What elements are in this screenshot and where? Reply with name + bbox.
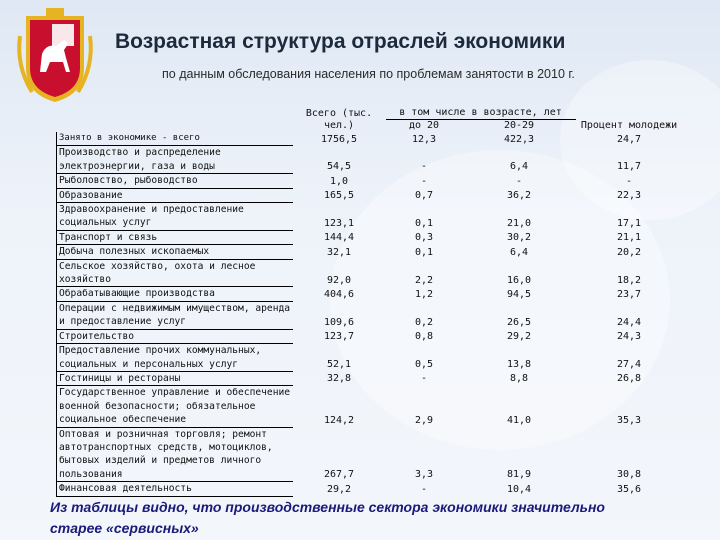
age-20-29-cell: 81,9: [506, 469, 532, 481]
youth-pct-cell: 17,1: [616, 217, 642, 229]
total-cell: 109,6: [323, 316, 355, 328]
table-row: [57, 230, 683, 244]
table-row: [57, 203, 683, 231]
industry-name-cell: Государственное управление и обеспечение военной безопасности; обязательное социальное обеспечение: [57, 386, 293, 427]
age-20-29-cell: 41,0: [506, 414, 532, 426]
header-youth-pct: Процент молодежи: [580, 120, 678, 131]
industry-name-cell: Обрабатывающие производства: [57, 287, 293, 301]
youth-pct-cell: 21,1: [616, 232, 642, 244]
table-row: [57, 301, 683, 329]
age-20-29-cell: 94,5: [506, 288, 532, 300]
total-cell: 92,0: [326, 274, 352, 286]
industry-name-cell: Добыча полезных ископаемых: [57, 245, 293, 259]
age-to20-cell: 0,8: [414, 331, 434, 343]
total-cell: 52,1: [326, 359, 352, 370]
age-to20-cell: 3,3: [414, 469, 434, 481]
age-20-29-cell: 13,8: [506, 359, 532, 370]
age-20-29-cell: 6,4: [509, 161, 529, 173]
industry-name-cell: Гостиницы и рестораны: [57, 371, 293, 385]
table-row: [57, 386, 683, 427]
age-20-29-cell: 6,4: [509, 246, 529, 258]
youth-pct-cell: 11,7: [616, 161, 642, 173]
age-to20-cell: 0,3: [414, 232, 434, 244]
youth-pct-cell: 20,2: [616, 246, 642, 258]
industry-name-cell: Финансовая деятельность: [57, 482, 293, 496]
table-row: [57, 329, 683, 343]
total-cell: 123,7: [323, 331, 355, 343]
age-20-29-cell: 30,2: [506, 232, 532, 244]
total-cell: 404,6: [323, 288, 355, 300]
total-cell: 144,4: [323, 232, 355, 244]
total-cell: 32,1: [326, 246, 352, 258]
age-to20-cell: 0,2: [414, 316, 434, 328]
youth-pct-cell: 27,4: [616, 359, 642, 370]
total-cell: 1756,5: [320, 133, 358, 145]
age-to20-cell: 0,7: [414, 190, 434, 202]
age-to20-cell: -: [420, 175, 428, 187]
header-total: Всего (тыс. чел.): [305, 108, 373, 131]
youth-pct-cell: 23,7: [616, 288, 642, 300]
data-table-container: [56, 106, 682, 495]
table-row: [57, 245, 683, 259]
age-to20-cell: 2,9: [414, 414, 434, 426]
age-20-29-cell: 21,0: [506, 217, 532, 229]
industry-name-cell: Рыболовство, рыбоводство: [57, 174, 293, 188]
age-to20-cell: 1,2: [414, 288, 434, 300]
total-cell: 54,5: [326, 161, 352, 173]
total-cell: 32,8: [326, 373, 352, 385]
total-cell: 1,0: [329, 175, 349, 187]
industry-name-cell: Производство и распределение электроэнергии, газа и воды: [57, 146, 293, 174]
industry-name-cell: Строительство: [57, 329, 293, 343]
table-row: [57, 146, 683, 174]
total-cell: 267,7: [323, 469, 355, 481]
table-row: [57, 427, 683, 482]
youth-pct-cell: 35,3: [616, 414, 642, 426]
industry-name-cell: Образование: [57, 188, 293, 202]
total-cell: 123,1: [323, 217, 355, 229]
header-age-20-29: 20-29: [503, 120, 535, 131]
age-20-29-cell: 8,8: [509, 373, 529, 385]
table-row: [57, 259, 683, 287]
age-to20-cell: 12,3: [411, 133, 437, 145]
header-blank: [57, 106, 293, 132]
table-row: [57, 188, 683, 202]
youth-pct-cell: 26,8: [616, 373, 642, 385]
youth-pct-cell: 24,3: [616, 331, 642, 343]
table-row: [57, 344, 683, 372]
age-20-29-cell: 422,3: [503, 133, 535, 145]
total-cell: 165,5: [323, 190, 355, 202]
age-20-29-cell: -: [515, 175, 523, 187]
age-20-29-cell: 36,2: [506, 190, 532, 202]
conclusion-note: Из таблицы видно, что производственные сектора экономики значительно старее «сервисных»: [50, 499, 605, 536]
age-20-29-cell: 29,2: [506, 331, 532, 343]
table-row: [57, 132, 683, 146]
youth-pct-cell: 35,6: [616, 483, 642, 495]
age-to20-cell: 0,1: [414, 217, 434, 229]
page-title: Возрастная структура отраслей экономики: [115, 30, 566, 53]
age-to20-cell: 0,5: [414, 359, 434, 370]
youth-pct-cell: 30,8: [616, 469, 642, 481]
industry-name-cell: Здравоохранение и предоставление социальных услуг: [57, 203, 293, 231]
youth-pct-cell: 18,2: [616, 274, 642, 286]
age-20-29-cell: 16,0: [506, 274, 532, 286]
youth-pct-cell: -: [625, 175, 633, 187]
age-to20-cell: -: [420, 373, 428, 385]
industry-name-cell: Операции с недвижимым имуществом, аренда и предоставление услуг: [57, 301, 293, 329]
youth-pct-cell: 24,4: [616, 316, 642, 328]
industry-name-cell: Занято в экономике - всего: [57, 132, 293, 146]
age-to20-cell: 0,1: [414, 246, 434, 258]
header-age-to20: до 20: [408, 120, 440, 131]
age-to20-cell: 2,2: [414, 274, 434, 286]
coat-of-arms-icon: [12, 6, 98, 106]
total-cell: 124,2: [323, 414, 355, 426]
age-to20-cell: -: [420, 161, 428, 173]
youth-pct-cell: 24,7: [616, 133, 642, 145]
table-body: [57, 132, 683, 496]
age-to20-cell: -: [420, 483, 428, 495]
table-row: [57, 174, 683, 188]
industry-name-cell: Оптовая и розничная торговля; ремонт автотранспортных средств, мотоциклов, бытовых изделий и предметов личного пользования: [57, 427, 293, 482]
age-structure-table: [56, 106, 683, 497]
industry-name-cell: Транспорт и связь: [57, 230, 293, 244]
table-row: [57, 287, 683, 301]
table-row: [57, 371, 683, 385]
industry-name-cell: Сельское хозяйство, охота и лесное хозяйство: [57, 259, 293, 287]
age-20-29-cell: 26,5: [506, 316, 532, 328]
total-cell: 29,2: [326, 483, 352, 495]
header-age-group: в том числе в возрасте, лет: [386, 106, 576, 119]
page-subtitle: по данным обследования населения по проблемам занятости в 2010 г.: [162, 67, 575, 81]
age-20-29-cell: 10,4: [506, 483, 532, 495]
youth-pct-cell: 22,3: [616, 190, 642, 202]
table-row: [57, 482, 683, 496]
industry-name-cell: Предоставление прочих коммунальных, социальных и персональных услуг: [57, 344, 293, 372]
